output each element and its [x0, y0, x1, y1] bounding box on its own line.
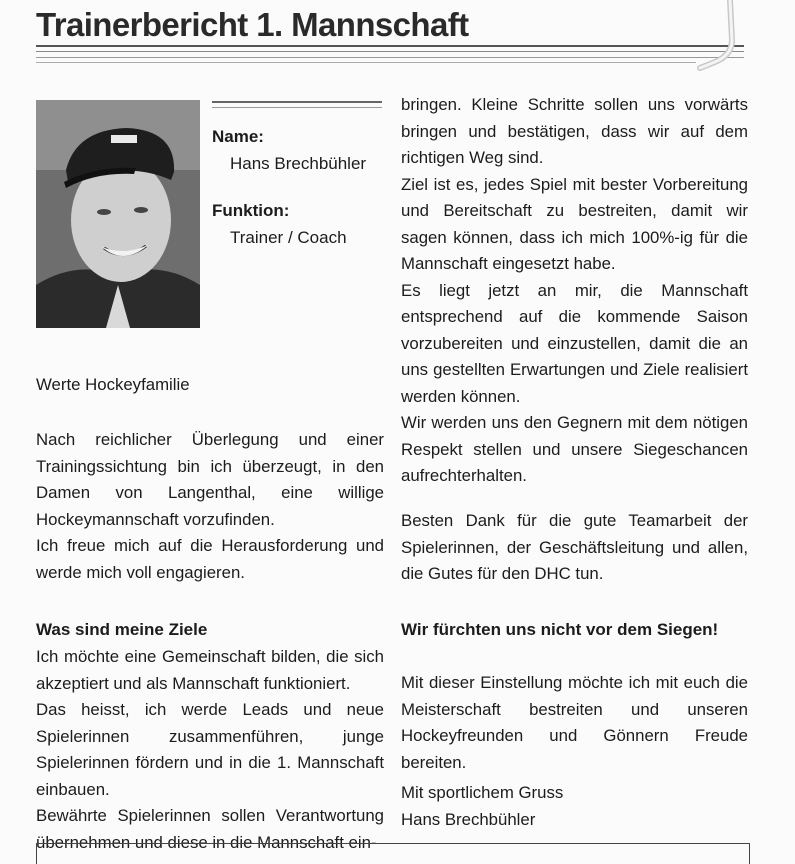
- signature: Hans Brechbühler: [401, 809, 536, 829]
- paragraph: Es liegt jetzt an mir, die Mannschaft entsprechend auf die kommende Saison vorzubereiten und einzustellen, damit die an uns gestellten Erwartungen und Ziele realisiert werden können.: [401, 280, 748, 406]
- paragraph: Nach reichlicher Überlegung und einer Trainingssichtung bin ich überzeugt, in den Damen von Langenthal, eine willige Hockeymannschaft vorzufinden.: [36, 430, 384, 529]
- sign-off: [401, 780, 748, 833]
- info-rule: [212, 107, 382, 108]
- paragraph: Ich freue mich auf die Herausforderung und werde mich voll engagieren.: [36, 536, 384, 582]
- name-label: Name:: [212, 127, 264, 146]
- title-rule: [36, 62, 696, 63]
- right-column-closing: [401, 670, 748, 776]
- left-column-goals: [36, 644, 384, 856]
- paragraph: Das heisst, ich werde Leads und neue Spielerinnen zusammenführen, junge Spielerinnen fördern und in die 1. Mannschaft einbauen.: [36, 700, 384, 799]
- paragraph: Wir werden uns den Gegnern mit dem nötigen Respekt stellen und unsere Siegeschancen aufrechterhalten.: [401, 413, 748, 485]
- closing-line: Mit sportlichem Gruss: [401, 783, 564, 802]
- function-label: Funktion:: [212, 201, 290, 220]
- function-value: Trainer / Coach: [230, 228, 347, 247]
- title-rule: [36, 45, 744, 47]
- hockey-stick-icon: [690, 0, 750, 75]
- next-section-frame: [36, 843, 750, 864]
- paragraph: Mit dieser Einstellung möchte ich mit euch die Meisterschaft bestreiten und unseren Hockeyfreunden und Gönnern Freude bereiten.: [401, 673, 748, 772]
- right-column-thanks: [401, 508, 748, 588]
- title-rule: [36, 51, 744, 52]
- left-column-body: [36, 427, 384, 586]
- greeting: Werte Hockeyfamilie: [36, 375, 190, 394]
- info-rule: [212, 101, 382, 103]
- paragraph: Besten Dank für die gute Teamarbeit der Spielerinnen, der Geschäftsleitung und allen, die Gutes für den DHC tun.: [401, 511, 748, 583]
- paragraph: Ziel ist es, jedes Spiel mit bester Vorbereitung und Bereitschaft zu bestreiten, damit wir sagen können, dass ich mich 100%-ig für die Mannschaft eingesetzt habe.: [401, 174, 748, 273]
- goals-heading: Was sind meine Ziele: [36, 620, 208, 639]
- right-column-body: [401, 92, 748, 490]
- page-title: Trainerbericht 1. Mannschaft: [36, 6, 469, 43]
- left-column-intro: [36, 372, 384, 399]
- name-value: Hans Brechbühler: [230, 154, 367, 173]
- paragraph: Ich möchte eine Gemeinschaft bilden, die sich akzeptiert und als Mannschaft funktioniert.: [36, 647, 384, 693]
- paragraph: bringen. Kleine Schritte sollen uns vorwärts bringen und bestätigen, dass wir auf dem richtigen Weg sind.: [401, 95, 748, 167]
- title-rule: [36, 57, 744, 58]
- coach-portrait-photo: [36, 100, 200, 328]
- paragraph: Bewährte Spielerinnen sollen Verantwortung übernehmen und diese in die Mannschaft ein-: [36, 806, 384, 852]
- motto-heading: Wir fürchten uns nicht vor dem Siegen!: [401, 620, 719, 639]
